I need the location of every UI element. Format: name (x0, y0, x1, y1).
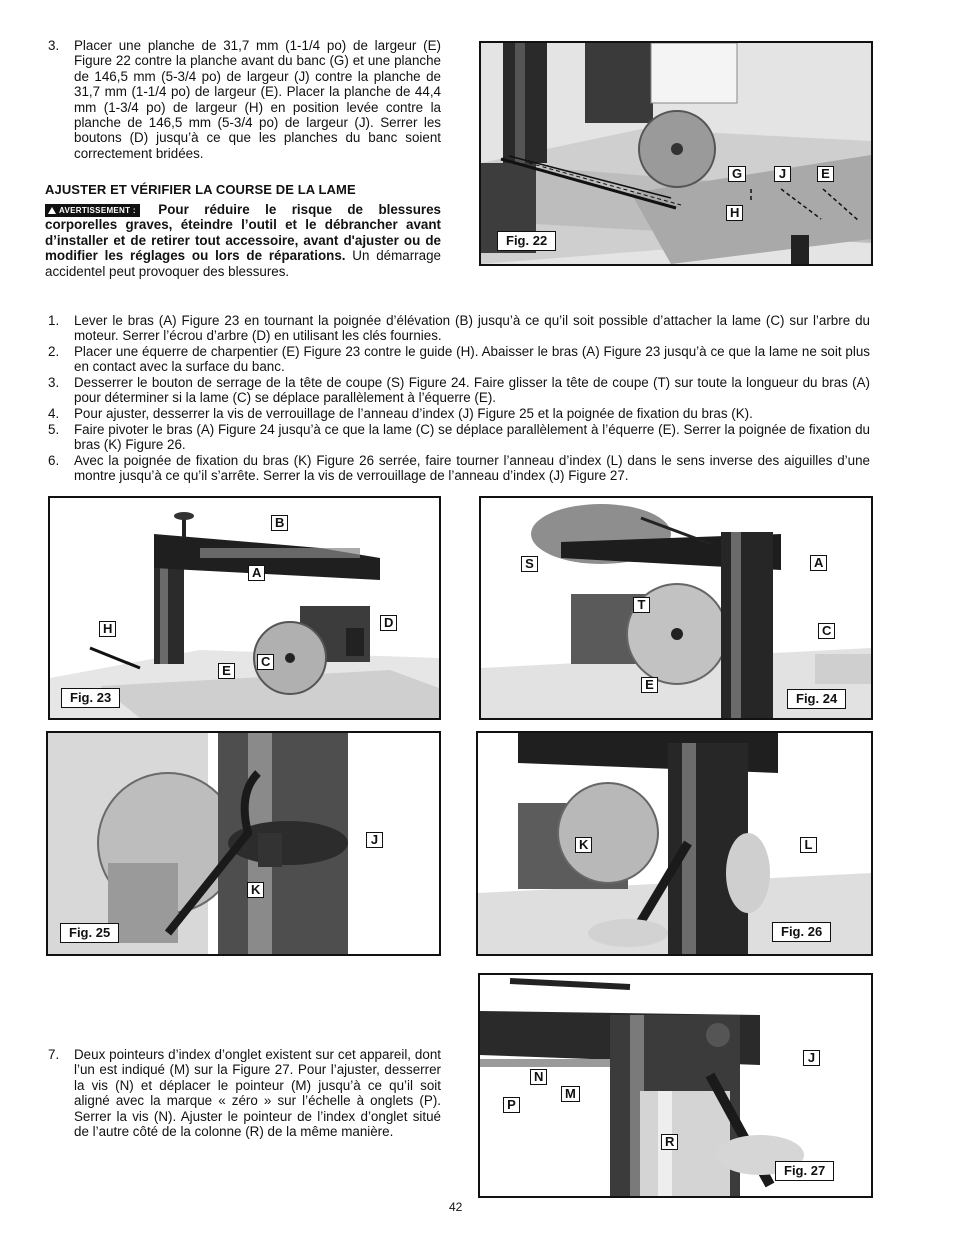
step-number: 1. (48, 313, 60, 328)
figure-23 (48, 496, 441, 720)
figure-23-label: Fig. 23 (61, 688, 120, 708)
callout-p: P (503, 1097, 520, 1113)
step-number: 3. (48, 38, 60, 53)
figure-24-photo (481, 498, 871, 718)
figure-24-label: Fig. 24 (787, 689, 846, 709)
step-text: Desserrer le bouton de serrage de la tête de coupe (S) Figure 24. Faire glisser la tête de coupe (T) sur toute la longueur du bras (A) pour déterminer si la lame (C) se déplace parallèlement à l’équerre (E). (74, 375, 870, 406)
figure-25 (46, 731, 441, 956)
step-2 (48, 344, 870, 375)
callout-c: C (818, 623, 835, 639)
step-text: Pour ajuster, desserrer la vis de verrouillage de l’anneau d’index (J) Figure 25 et la poignée de fixation du bras (K). (74, 406, 753, 421)
step-5 (48, 422, 870, 453)
callout-m: M (561, 1086, 580, 1102)
figure-26 (476, 731, 873, 956)
callout-l: L (800, 837, 817, 853)
step-text: Deux pointeurs d’index d’onglet existent sur cet appareil, dont l’un est indiqué (M) sur la Figure 27. Pour l’ajuster, desserrer la vis (N) et déplacer le pointeur (M) jusqu’à ce qu’il soit aligné avec la marque « zéro » sur l’échelle à onglets (P). Serrer la vis (N). Ajuster le pointeur de l’index d’onglet situé de l’autre côté de la colonne (R) de la même manière. (74, 1047, 441, 1140)
step-3 (48, 375, 870, 406)
warning-rest-text: Un démarrage accidentel peut provoquer des blessures. (45, 248, 441, 279)
step-text: Placer une planche de 31,7 mm (1-1/4 po) de largeur (E) Figure 22 contre la planche avant du banc (G) et une planche de 146,5 mm (5-3/4 po) de largeur (J) contre la planche de 31,7 mm (1-1/4 po) de largeur (E). Placer la planche de 44,4 mm (1-3/4 po) de largeur (H) en position levée contre la planche de 146,5 mm (5-3/4 po) de largeur (J). Serrer les boutons (D) jusqu’à ce que les planches du banc soient correctement bridées. (74, 38, 441, 161)
step-number: 3. (48, 375, 60, 390)
callout-a: A (810, 555, 827, 571)
figure-26-label: Fig. 26 (772, 922, 831, 942)
callout-e: E (218, 663, 235, 679)
warning-bold-text: Pour réduire le risque de blessures corporelles graves, éteindre l’outil et le débrancher avant d’installer et de retirer tout accessoire, avant d'ajuster ou de modifier les réglages ou lors de réparations. (45, 202, 441, 264)
page-number: 42 (449, 1200, 463, 1214)
step-number: 7. (48, 1047, 60, 1062)
callout-h: H (726, 205, 743, 221)
figure-25-label: Fig. 25 (60, 923, 119, 943)
callout-b: B (271, 515, 288, 531)
warning-badge (45, 204, 140, 217)
callout-e: E (641, 677, 658, 693)
callout-c: C (257, 654, 274, 670)
step-1 (48, 313, 870, 344)
callout-g: G (728, 166, 746, 182)
step-number: 6. (48, 453, 60, 468)
step-text: Avec la poignée de fixation du bras (K) Figure 26 serrée, faire tourner l’anneau d’index (L) dans le sens inverse des aiguilles d’une montre jusqu’à ce qu’il s’arrête. Serrer la vis de verrouillage de l’anneau d’index (J) Figure 27. (74, 453, 870, 484)
callout-j: J (803, 1050, 820, 1066)
callout-a: A (248, 565, 265, 581)
step-4 (48, 406, 870, 422)
figure-27-label: Fig. 27 (775, 1161, 834, 1181)
callout-h: H (99, 621, 116, 637)
section-heading: AJUSTER ET VÉRIFIER LA COURSE DE LA LAME (45, 182, 356, 197)
step-6 (48, 453, 870, 484)
step-7 (48, 1047, 441, 1157)
step-number: 5. (48, 422, 60, 437)
step-number: 4. (48, 406, 60, 421)
step-text: Lever le bras (A) Figure 23 en tournant la poignée d’élévation (B) jusqu’à ce qu’il soit possible d’attacher la lame (C) sur l’arbre du moteur. Serrer l’écrou d’arbre (D) en utilisant les clés fournies. (74, 313, 870, 344)
step-text: Faire pivoter le bras (A) Figure 24 jusqu’à ce que la lame (C) se déplace parallèlement à l’équerre (E). Serrer la poignée de fixation du bras (K) Figure 26. (74, 422, 870, 453)
step-3-boards (48, 38, 441, 163)
callout-k: K (247, 882, 264, 898)
figure-22-label: Fig. 22 (497, 231, 556, 251)
callout-s: S (521, 556, 538, 572)
callout-t: T (633, 597, 650, 613)
callout-r: R (661, 1134, 678, 1150)
callout-k: K (575, 837, 592, 853)
warning-triangle-icon (48, 207, 56, 214)
warning-block (45, 202, 441, 279)
warning-badge-label: AVERTISSEMENT : (59, 206, 136, 215)
step-number: 2. (48, 344, 60, 359)
figure-27 (478, 973, 873, 1198)
callout-j: J (366, 832, 383, 848)
figure-24 (479, 496, 873, 720)
step-text: Placer une équerre de charpentier (E) Figure 23 contre le guide (H). Abaisser le bras (A) Figure 23 jusqu’à ce que la lame ne soit plus en contact avec la surface du banc. (74, 344, 870, 375)
callout-j: J (774, 166, 791, 182)
figure-23-photo (50, 498, 439, 718)
callout-n: N (530, 1069, 547, 1085)
callout-e: E (817, 166, 834, 182)
figure-22 (479, 41, 873, 266)
callout-d: D (380, 615, 397, 631)
